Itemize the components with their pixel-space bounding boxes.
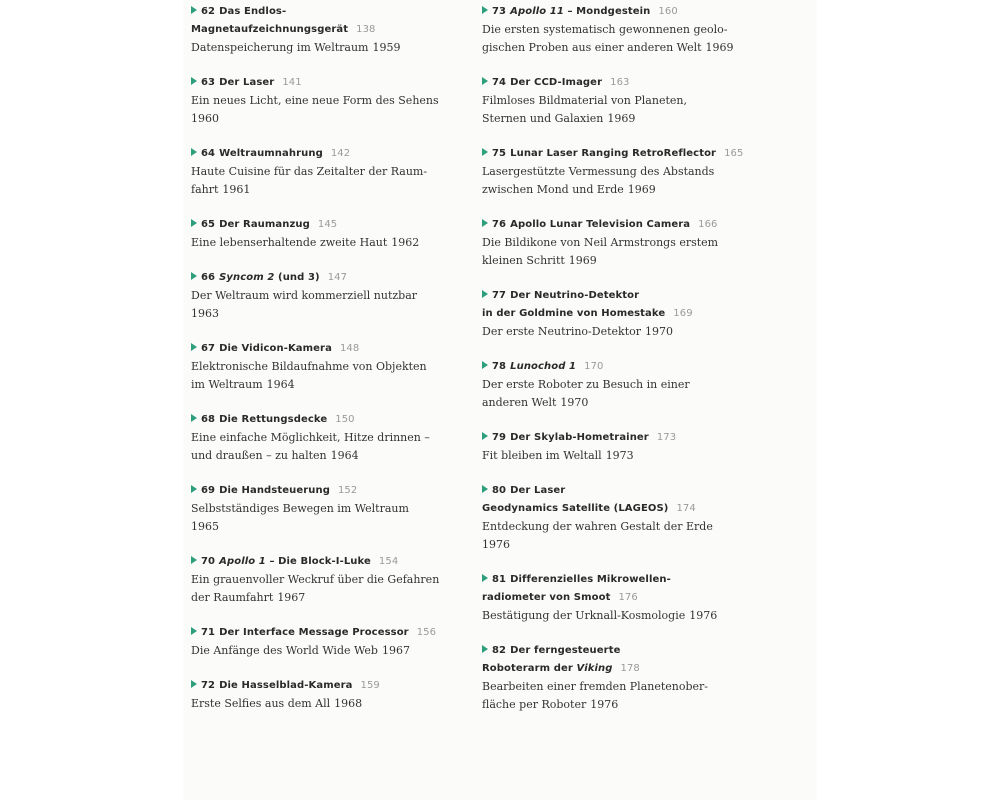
entry-heading-line2: Roboterarm der Viking 178 [482, 663, 640, 674]
entry-year: 1964 [266, 378, 295, 391]
toc-entry-65[interactable] [191, 216, 441, 252]
toc-entry-73[interactable]: 73 Apollo 11 – Mondgestein 160 Die ersten systematisch gewonnenen geolo- gischen Proben aus einer anderen Welt 1969 [482, 3, 732, 57]
page-number: 174 [676, 503, 696, 514]
entry-heading-line2: radiometer von Smoot 176 [482, 592, 638, 603]
arrow-icon [191, 556, 197, 564]
entry-year: 1969 [568, 254, 597, 267]
toc-entry-81[interactable] [482, 571, 732, 625]
page-number: 166 [698, 219, 718, 230]
toc-entry-80[interactable] [482, 482, 732, 554]
toc-entry-77[interactable] [482, 287, 732, 341]
toc-entry-82[interactable]: 82 Der ferngesteuerte Roboterarm der Viking 178 Bearbeiten einer fremden Planetenober- fläche per Roboter 1976 [482, 642, 732, 714]
arrow-icon [191, 414, 197, 422]
page-number: 156 [416, 627, 437, 638]
toc-entry-70[interactable]: 70 Apollo 1 – Die Block-I-Luke 154 Ein grauenvoller Weckruf über die Gefahren der Raumfahrt 1967 [191, 553, 441, 607]
arrow-icon [482, 432, 488, 440]
entry-heading: 76 Apollo Lunar Television Camera 166 [482, 216, 732, 234]
entry-year: 1964 [330, 449, 359, 462]
entry-heading: 77 Der Neutrino-Detektor [482, 287, 732, 305]
arrow-icon [191, 77, 197, 85]
entry-heading: 78 Lunochod 1 170 [482, 358, 732, 376]
entry-description: Elektronische Bildaufnahme von Objekten [191, 360, 427, 373]
arrow-icon [191, 343, 197, 351]
entry-heading: 72 Die Hasselblad-Kamera 159 [191, 677, 441, 695]
toc-entry-79[interactable] [482, 429, 732, 465]
entry-heading: 64 Weltraumnahrung 142 [191, 145, 441, 163]
page-number: 152 [337, 485, 358, 496]
entry-description: Filmloses Bildmaterial von Planeten, [482, 94, 687, 107]
page-number: 147 [327, 272, 348, 283]
entry-heading-line2: Magnetaufzeichnungsgerät 138 [191, 24, 376, 35]
entry-description: Der erste Neutrino-Detektor 1970 [482, 325, 673, 338]
toc-entry-75[interactable]: 75 Lunar Laser Ranging RetroReflector 165 Lasergestützte Vermessung des Abstands zwischen Mond und Erde 1969 [482, 145, 732, 199]
entry-description: Die Anfänge des World Wide Web 1967 [191, 644, 410, 657]
entry-year: 1969 [705, 41, 734, 54]
page-number: 148 [339, 343, 360, 354]
entry-heading: 66 Syncom 2 (und 3) 147 [191, 269, 441, 287]
entry-heading: 62 Das Endlos- [191, 3, 441, 21]
entry-year: 1976 [689, 609, 718, 622]
arrow-icon [482, 485, 488, 493]
page-number: 141 [282, 77, 302, 88]
arrow-icon [191, 627, 197, 635]
toc-entry-66[interactable] [191, 269, 441, 323]
entry-description: Bearbeiten einer fremden Planetenober- [482, 680, 709, 693]
entry-description: Lasergestützte Vermessung des Abstands [482, 165, 715, 178]
entry-description: Bestätigung der Urknall-Kosmologie 1976 [482, 609, 718, 622]
entry-year: 1969 [627, 183, 656, 196]
page-number: 145 [317, 219, 338, 230]
entry-description: Ein neues Licht, eine neue Form des Sehens [191, 94, 439, 107]
page-number: 176 [618, 592, 638, 603]
arrow-icon [191, 485, 197, 493]
entry-year: 1968 [334, 697, 363, 710]
arrow-icon [482, 290, 488, 298]
entry-heading: 73 Apollo 11 – Mondgestein 160 [482, 3, 732, 21]
entry-year: 1973 [605, 449, 634, 462]
entry-heading: 63 Der Laser 141 [191, 74, 441, 92]
entry-year: 1970 [645, 325, 673, 338]
arrow-icon [482, 77, 488, 85]
entry-description: Erste Selfies aus dem All 1968 [191, 697, 363, 710]
entry-description: Datenspeicherung im Weltraum 1959 [191, 41, 401, 54]
entry-heading: 65 Der Raumanzug 145 [191, 216, 441, 234]
page-number: 165 [724, 148, 744, 159]
arrow-icon [191, 219, 197, 227]
toc-entry-67[interactable]: 67 Die Vidicon-Kamera 148 Elektronische Bildaufnahme von Objekten im Weltraum 1964 [191, 340, 441, 394]
arrow-icon [482, 361, 488, 369]
entry-heading-line2: Geodynamics Satellite (LAGEOS) 174 [482, 503, 696, 514]
entry-description: Der erste Roboter zu Besuch in einer [482, 378, 690, 391]
arrow-icon [191, 680, 197, 688]
page-number: 163 [610, 77, 630, 88]
toc-entry-68[interactable]: 68 Die Rettungsdecke 150 Eine einfache Möglichkeit, Hitze drinnen – und draußen – zu halten 1964 [191, 411, 441, 465]
entry-description: Selbstständiges Bewegen im Weltraum [191, 502, 409, 515]
toc-entry-76[interactable]: 76 Apollo Lunar Television Camera 166 Die Bildikone von Neil Armstrongs erstem kleinen Schritt 1969 [482, 216, 732, 270]
entry-heading: 74 Der CCD-Imager 163 [482, 74, 732, 92]
entry-heading: 69 Die Handsteuerung 152 [191, 482, 441, 500]
toc-entry-62[interactable] [191, 3, 441, 57]
entry-heading: 71 Der Interface Message Processor 156 [191, 624, 441, 642]
entry-description: Haute Cuisine für das Zeitalter der Raum- [191, 165, 428, 178]
entry-description: Eine einfache Möglichkeit, Hitze drinnen – [191, 431, 430, 444]
entry-year: 1965 [191, 520, 219, 533]
entry-description: Der Weltraum wird kommerziell nutzbar [191, 289, 418, 302]
toc-entry-74[interactable]: 74 Der CCD-Imager 163 Filmloses Bildmaterial von Planeten, Sternen und Galaxien 1969 [482, 74, 732, 128]
entry-description: Die ersten systematisch gewonnenen geolo- [482, 23, 728, 36]
page-number: 173 [656, 432, 677, 443]
page-number: 170 [584, 361, 604, 372]
entry-year: 1959 [372, 41, 401, 54]
arrow-icon [191, 148, 197, 156]
toc-entry-69[interactable] [191, 482, 441, 536]
toc-entry-78[interactable]: 78 Lunochod 1 170 Der erste Roboter zu Besuch in einer anderen Welt 1970 [482, 358, 732, 412]
entry-year: 1962 [391, 236, 420, 249]
entry-year: 1967 [277, 591, 306, 604]
entry-description: Eine lebenserhaltende zweite Haut 1962 [191, 236, 420, 249]
entry-description: Entdeckung der wahren Gestalt der Erde [482, 520, 713, 533]
page-number: 150 [335, 414, 355, 425]
entry-year: 1963 [191, 307, 219, 320]
toc-entry-71[interactable] [191, 624, 441, 660]
page-number: 169 [673, 308, 693, 319]
toc-entry-63[interactable] [191, 74, 441, 128]
entry-heading: 81 Differenzielles Mikrowellen- [482, 571, 732, 589]
entry-heading: 68 Die Rettungsdecke 150 [191, 411, 441, 429]
arrow-icon [482, 6, 488, 14]
entry-heading: 82 Der ferngesteuerte [482, 642, 732, 660]
arrow-icon [482, 219, 488, 227]
entry-heading: 79 Der Skylab-Hometrainer 173 [482, 429, 732, 447]
entry-description: Die Bildikone von Neil Armstrongs erstem [482, 236, 719, 249]
entry-year: 1961 [222, 183, 251, 196]
arrow-icon [191, 272, 197, 280]
page-number: 142 [330, 148, 351, 159]
page-number: 154 [378, 556, 399, 567]
entry-year: 1976 [590, 698, 619, 711]
entry-heading: 70 Apollo 1 – Die Block-I-Luke 154 [191, 553, 441, 571]
arrow-icon [482, 148, 488, 156]
entry-year: 1969 [607, 112, 636, 125]
arrow-icon [482, 574, 488, 582]
entry-description: Ein grauenvoller Weckruf über die Gefahren [191, 573, 440, 586]
entry-year: 1967 [381, 644, 410, 657]
entry-description: Fit bleiben im Weltall 1973 [482, 449, 634, 462]
page-number: 138 [356, 24, 376, 35]
entry-heading: 80 Der Laser [482, 482, 732, 500]
page-number: 159 [360, 680, 380, 691]
arrow-icon [191, 6, 197, 14]
entry-year: 1976 [482, 538, 510, 551]
toc-entry-72[interactable] [191, 677, 441, 713]
page-number: 178 [620, 663, 640, 674]
toc-entry-64[interactable]: 64 Weltraumnahrung 142 Haute Cuisine für das Zeitalter der Raum- fahrt 1961 [191, 145, 441, 199]
entry-heading-line2: in der Goldmine von Homestake 169 [482, 308, 693, 319]
book-page [183, 0, 817, 800]
entry-year: 1960 [191, 112, 219, 125]
entry-heading: 67 Die Vidicon-Kamera 148 [191, 340, 441, 358]
arrow-icon [482, 645, 488, 653]
entry-year: 1970 [560, 396, 589, 409]
entry-heading: 75 Lunar Laser Ranging RetroReflector 165 [482, 145, 732, 163]
page-number: 160 [658, 6, 678, 17]
